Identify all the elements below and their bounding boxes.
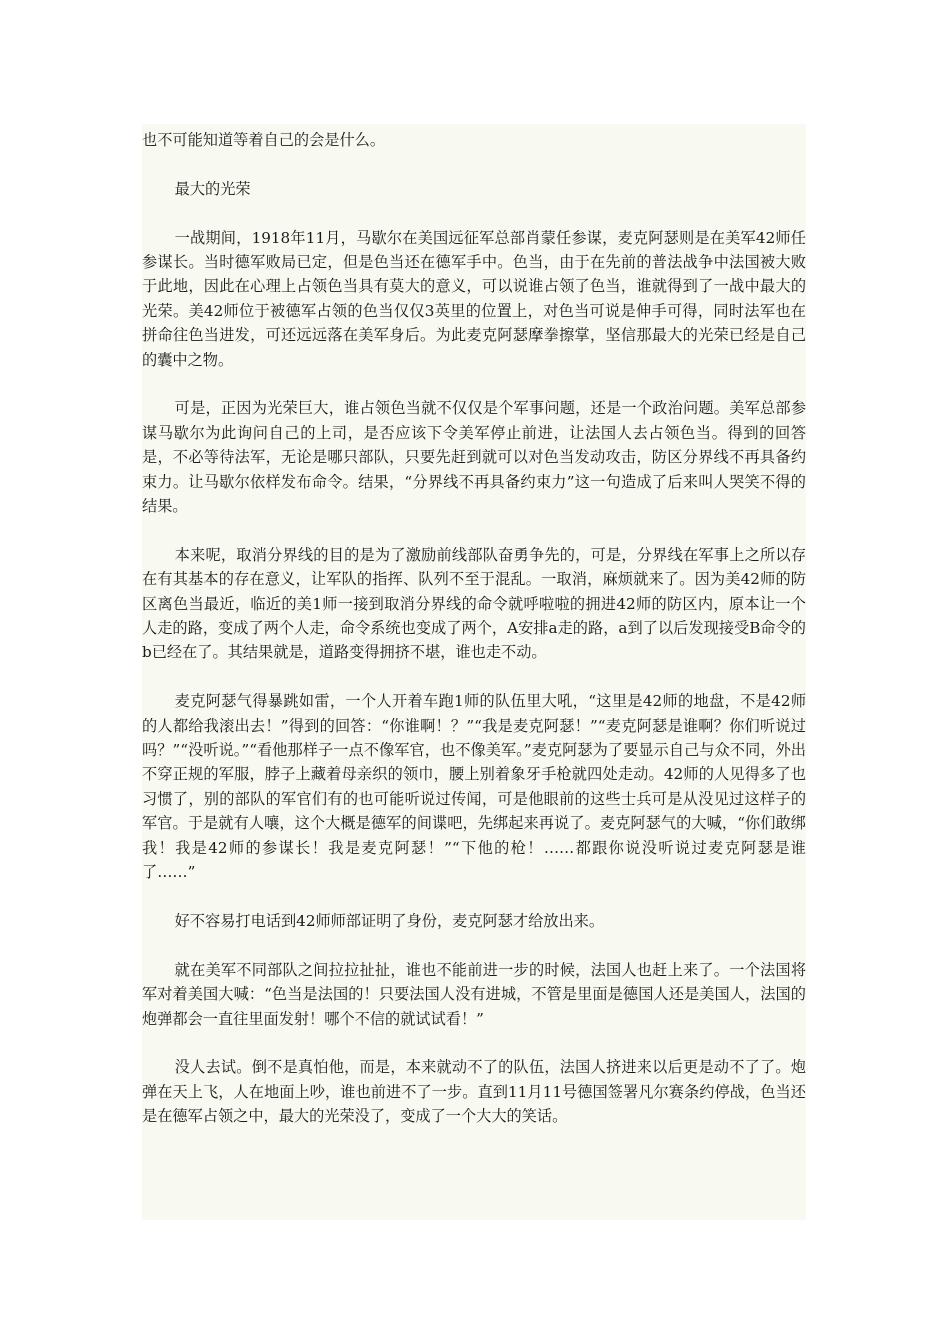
paragraph-7: 没人去试。倒不是真怕他，而是，本来就动不了的队伍，法国人挤进来以后更是动不了了。炮弹在天上飞，人在地面上吵，谁也前进不了一步。直到11月11号德国签署凡尔赛条约停战，色当还是在德军占领之中，最大的光荣没了，变成了一个大大的笑话。 (142, 1058, 806, 1126)
paragraph-2: 可是，正因为光荣巨大，谁占领色当就不仅仅是个军事问题，还是一个政治问题。美军总部参谋马歇尔为此询问自己的上司，是否应该下令美军停止前进，让法国人去占领色当。得到的回答是，不必等待法军，无论是哪只部队，只要先赶到就可以对色当发动攻击，防区分界线不再具备约束力。让马歇尔依样发布命令。结果，“分界线不再具备约束力”这一句造成了后来叫人哭笑不得的结果。 (142, 399, 806, 516)
paragraph-6: 就在美军不同部队之间拉拉扯扯，谁也不能前进一步的时候，法国人也赶上来了。一个法国将军对着美国大喊：“色当是法国的！只要法国人没有进城，不管是里面是德国人还是美国人，法国的炮弹都会一直往里面发射！哪个不信的就试试看！” (142, 960, 806, 1028)
section-title: 最大的光荣 (174, 179, 251, 198)
lead-line: 也不可能知道等着自己的会是什么。 (142, 131, 385, 149)
paragraph-5: 好不容易打电话到42师师部证明了身份，麦克阿瑟才给放出来。 (174, 911, 605, 930)
document-text-block (142, 124, 806, 1220)
paragraph-4: 麦克阿瑟气得暴跳如雷，一个人开着车跑1师的队伍里大吼，“这里是42师的地盘，不是42师的人都给我滚出去！”得到的回答：“你谁啊！？”“我是麦克阿瑟！”“麦克阿瑟是谁啊？你们听说过吗？”“没听说。”“看他那样子一点不像军官，也不像美军。”麦克阿瑟为了要显示自己与众不同，外出不穿正规的军服，脖子上藏着母亲织的领巾，腰上别着象牙手枪就四处走动。42师的人见得多了也习惯了，别的部队的军官们有的也可能听说过传闻，可是他眼前的这些士兵可是从没见过这样子的军官。于是就有人嚷，这个大概是德军的间谍吧，先绑起来再说了。麦克阿瑟气的大喊，“你们敢绑我！我是42师的参谋长！我是麦克阿瑟！”“下他的枪！……都跟你说没听说过麦克阿瑟是谁了……” (142, 692, 806, 882)
paragraph-3: 本来呢，取消分界线的目的是为了激励前线部队奋勇争先的，可是，分界线在军事上之所以存在有其基本的存在意义，让军队的指挥、队列不至于混乱。一取消，麻烦就来了。因为美42师的防区离色当最近，临近的美1师一接到取消分界线的命令就呼啦啦的拥进42师的防区内，原本让一个人走的路，变成了两个人走，命令系统也变成了两个，A安排a走的路，a到了以后发现接受B命令的b已经在了。其结果就是，道路变得拥挤不堪，谁也走不动。 (142, 545, 806, 662)
paragraph-1: 一战期间，1918年11月，马歇尔在美国远征军总部肖蒙任参谋，麦克阿瑟则是在美军42师任参谋长。当时德军败局已定，但是色当还在德军手中。色当，由于在先前的普法战争中法国被大败于此地，因此在心理上占领色当具有莫大的意义，可以说谁占领了色当，谁就得到了一战中最大的光荣。美42师位于被德军占领的色当仅仅3英里的位置上，对色当可说是伸手可得，同时法军也在拼命往色当进发，可还远远落在美军身后。为此麦克阿瑟摩拳擦掌，坚信那最大的光荣已经是自己的囊中之物。 (142, 228, 806, 369)
